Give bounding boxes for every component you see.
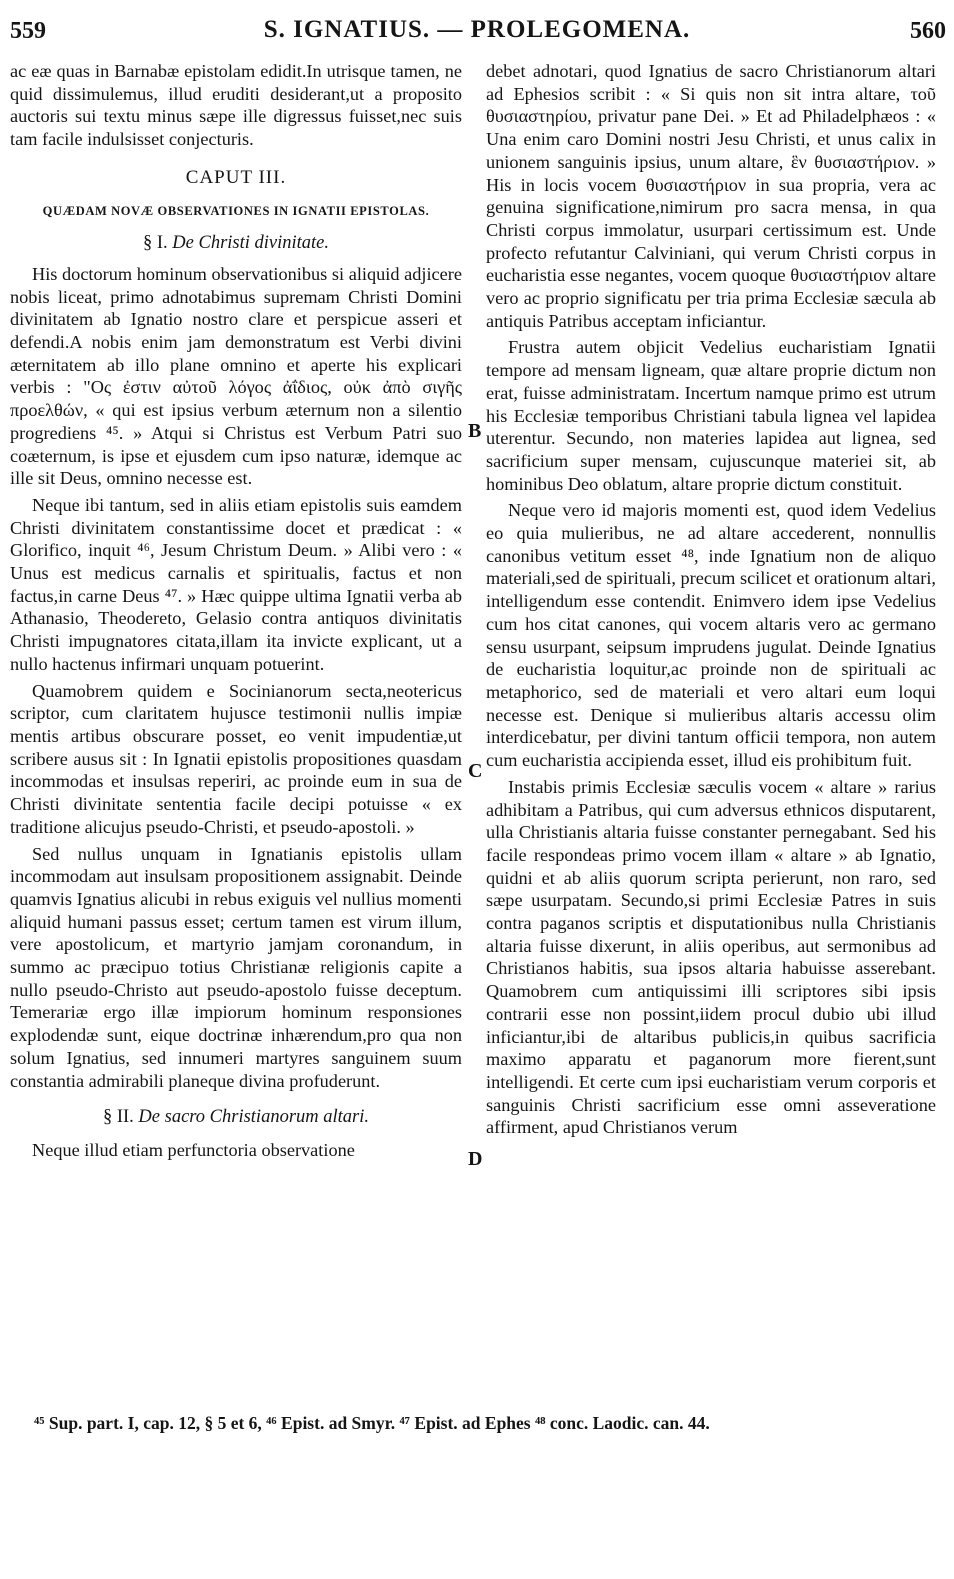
margin-letter-b: B	[468, 420, 482, 442]
page-header	[0, 6, 954, 46]
paragraph: ac eæ quas in Barnabæ epistolam edidit.In utrisque tamen, ne quid dissimulemus, illud eruditi desiderant,ut a proposito auctoris sui textu minus sæpe ille digressus fuisset,nec suis tam facile indulsisset conjecturis.	[10, 61, 462, 150]
subsection-heading	[10, 1106, 462, 1129]
paragraph: His doctorum hominum observationibus si aliquid adjicere nobis liceat, primo adnotabimus supremam Christi Domini divinitatem ab Ignatio nostro clare et perspicue asseri et defendi.A nobis enim jam demonstratum est Verbi divini æternitatem ab illo plane omnino et aperte his explicari verbis : "Ος ἐστιν αὐτοῦ λόγος ἀΐδιος, οὐκ ἀπὸ σιγῆς προελθών, « qui est ipsius verbum æternum non a silentio progrediens ⁴⁵. » Atqui si Christus est Verbum Patri suo coæternum, is ipse et ejusdem cum ipso naturæ, idemque ac ille sit Deus, omnino necesse est.	[10, 263, 462, 489]
right-column	[486, 60, 936, 1139]
paragraph: Frustra autem objicit Vedelius eucharistiam Ignatii tempore ad mensam ligneam, quæ altare proprie dictum non erat, fuisse administratam. Incertum namque primo est utrum his Ecclesiæ temporibus Christiani tabula lignea vel lapidea uterentur. Secundo, non materies lapidea aut lignea, sed sacrificium super mensam, cujuscunque materiei sit, ab hominibus Deo oblatum, altare proprie dictum constituit.	[486, 337, 936, 494]
subsection-number: § I.	[142, 233, 168, 254]
paragraph: Neque vero id majoris momenti est, quod idem Vedelius eo quia mulieribus, ne ad altare accederent, nonnullis canonibus vetitum esset ⁴⁸, inde Ignatium non de aliquo materiali,sed de spirituali, precum scilicet et orationum altari, intelligendum esse contendit. Enimvero idem ipse Vedelius cum hos citat canones, qui vocem altaris vero ac germano sensu usurpant, seipsum imprudens jugulat. Deinde Ignatius de eucharistia loquitur,ac proinde non de spirituali ac metaphorico, sed de materiali et vero altari eum loqui necesse est. Denique si mulieribus altaris accessu olim interdicebatur, per divini tantum officii tempora, non autem cum eucharistia accipienda esset, illud eis prohibitum fuit.	[486, 500, 936, 771]
page-number-right: 560	[910, 18, 946, 44]
subsection-heading	[10, 232, 462, 255]
left-column	[10, 60, 462, 1162]
margin-letter-c: C	[468, 760, 483, 782]
paragraph: Neque ibi tantum, sed in aliis etiam epistolis suis eamdem Christi divinitatem constantissime docet et prædicat : « Glorifico, inquit ⁴⁶, Jesum Christum Deum. » Alibi vero : « Unus est medicus carnalis et spiritualis, factus et non factus,in carne Deus ⁴⁷. » Hæc quippe ultima Ignatii verba ab Athanasio, Theodereto, Gelasio contra antiquos divinitatis Christi impugnatores citata,illam ita invicte explicant, ut a nullo hactenus infirmari unquam potuerint.	[10, 494, 462, 674]
subsection-number: § II.	[102, 1107, 134, 1128]
paragraph: Quamobrem quidem e Socinianorum secta,neotericus scriptor, cum claritatem hujusce testimonii nullis impiæ mentis artibus obscurare posset, eo venit impudentiæ,ut scribere ausus sit : In Ignatii epistolis propositiones quasdam incommodas et insulsas reperiri, ac proinde eum in sua de Christi divinitate sententia facile decipi potuisse « ex traditione alicujus pseudo-Christi, et pseudo-apostoli. »	[10, 680, 462, 837]
paragraph: Neque illud etiam perfunctoria observatione	[32, 1139, 355, 1160]
paragraph: debet adnotari, quod Ignatius de sacro Christianorum altari ad Ephesios scribit : « Si quis non sit intra altare, τοῦ θυσιαστηρίου, privatur pane Dei. » Et ad Philadelphæos : « Una enim caro Domini nostri Jesu Christi, et unus calix in unionem sanguinis ipsius, unum altare, ἓν θυσιαστήριον. » His in locis vocem θυσιαστήριον in sua propria, vera ac genuina significatione,nimirum pro sacra mensa, in qua Christi corpus immolatur, usurpari certissimum est. Unde profecto refutantur Calviniani, qui verum Christi corpus in eucharistia esse negantes, vocem quoque θυσιαστήριον altare vero ac proprio significatu per tria prima Ecclesiæ sæcula ab antiquis Patribus acceptam inficiantur.	[486, 61, 936, 331]
section-heading: QUÆDAM NOVÆ OBSERVATIONES IN IGNATII EPISTOLAS.	[42, 203, 430, 218]
chapter-heading: CAPUT III.	[185, 166, 287, 188]
subsection-title: De sacro Christianorum altari.	[138, 1107, 370, 1128]
margin-letter-d: D	[468, 1148, 483, 1170]
paragraph: Sed nullus unquam in Ignatianis epistolis ullam incommodam aut insulsam propositionem assignabit. Deinde quamvis Ignatius alicubi in rebus exiguis vel nullius momenti aliquid humani passus esset; certum tamen est virum illum, vere apostolicum, et martyrio jamjam coronandum, in summo ac præcipuo totius Christianæ religionis capite a nullo pseudo-Christo aut pseudo-apostolo fuisse deceptum. Temerariæ ergo illæ impiorum hominum responsiones explodendæ sunt, eique doctrinæ inhærendum,pro qua non solum Ignatius, sed innumeri martyres sanguinem suum constantia admirabili planeque divina profuderunt.	[10, 843, 462, 1091]
running-title: S. IGNATIUS. — PROLEGOMENA.	[263, 16, 691, 43]
paragraph: Instabis primis Ecclesiæ sæculis vocem « altare » rarius adhibitam a Patribus, qui cum adversus ethnicos disputarent, ulla Christianis altaria fuisse constanter pernegabant. Sed his facile respondeas primo vocem illam « altare » ab Ignatio, quidni et ab aliis quorum scripta perierunt, non raro, sed sæpe usurpatam. Secundo,si primi Ecclesiæ Patres in suis contra paganos scriptis et disputationibus nulla Christianis altaria fuisse dixerunt, in aliis operibus, aut sermonibus ad Christianos habitis, sua ipsos altaria habuisse asserebant. Quamobrem cum antiquissimi illi scriptores sibi ipsis contrarii esse non possint,iidem procul dubio ubi illud inficiantur,ibi de altaribus publicis,in quibus sacrificia maximo apparatu et paganorum more fierent,sunt intelligendi. Et certe cum ipsi eucharistiam verum corporis et sanguinis Christi sacrificium esse omni asseveratione affirment, apud Christianos verum	[486, 776, 936, 1138]
page-number-left: 559	[10, 18, 46, 44]
subsection-title: De Christi divinitate.	[172, 233, 330, 254]
footnotes: ⁴⁵ Sup. part. I, cap. 12, § 5 et 6, ⁴⁶ Epist. ad Smyr. ⁴⁷ Epist. ad Ephes ⁴⁸ conc. Laodic. can. 44.	[34, 1413, 710, 1433]
